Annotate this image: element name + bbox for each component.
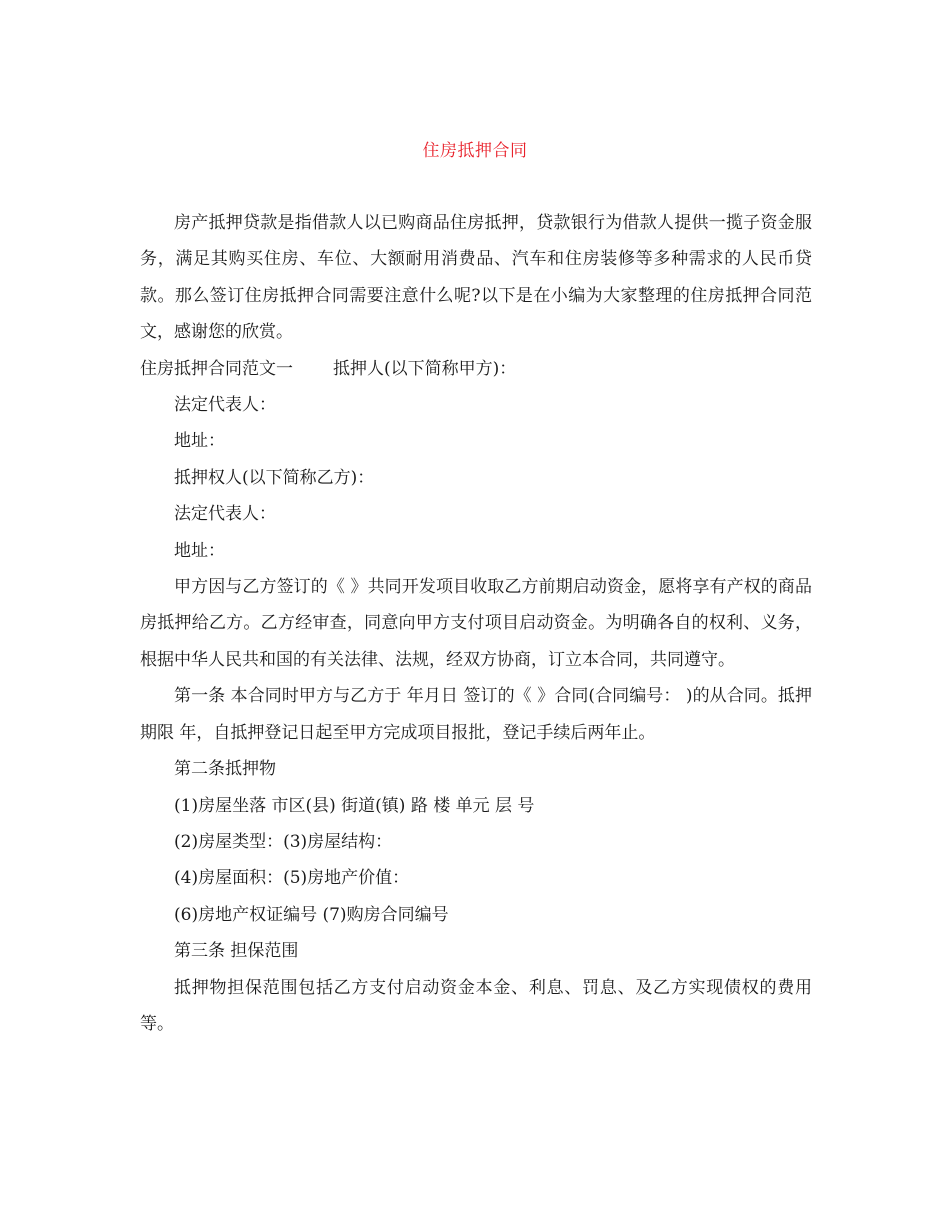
party-a-address: 地址： <box>174 431 225 452</box>
party-a-label: 抵押人(以下简称甲方)： <box>333 358 517 379</box>
article-3-title: 第三条 担保范围 <box>174 941 299 962</box>
article-1: 第一条 本合同时甲方与乙方于 年月日 签订的《 》合同(合同编号： )的从合同。抵押期限 年，自抵押登记日起至甲方完成项目报批，登记手续后两年止。 <box>140 686 812 743</box>
document-body <box>140 205 812 1042</box>
party-b-label: 抵押权人(以下简称乙方)： <box>174 467 375 488</box>
article-2-title: 第二条抵押物 <box>174 759 276 780</box>
document-title: 住房抵押合同 <box>422 141 528 161</box>
party-a-representative: 法定代表人： <box>174 395 276 416</box>
party-b-representative: 法定代表人： <box>174 504 276 525</box>
party-b-address: 地址： <box>174 540 225 561</box>
sample-heading-line <box>140 351 812 387</box>
intro-paragraph: 房产抵押贷款是指借款人以已购商品住房抵押，贷款银行为借款人提供一揽子资金服务，满足其购买住房、车位、大额耐用消费品、汽车和住房装修等多种需求的人民币贷款。那么签订住房抵押合同需要注意什么呢?以下是在小编为大家整理的住房抵押合同范文，感谢您的欣赏。 <box>140 213 812 343</box>
preamble-paragraph: 甲方因与乙方签订的《 》共同开发项目收取乙方前期启动资金，愿将享有产权的商品房抵押给乙方。乙方经审查，同意向甲方支付项目启动资金。为明确各自的权利、义务，根据中华人民共和国的有关法律、法规，经双方协商，订立本合同，共同遵守。 <box>140 577 812 670</box>
sample-heading: 住房抵押合同范文一 <box>140 358 293 379</box>
article-3-body: 抵押物担保范围包括乙方支付启动资金本金、利息、罚息、及乙方实现债权的费用等。 <box>140 977 812 1034</box>
article-2-item-4-5: (4)房屋面积：(5)房地产价值： <box>174 868 410 889</box>
article-2-item-6-7: (6)房地产权证编号 (7)购房合同编号 <box>174 904 449 925</box>
article-2-item-1: (1)房屋坐落 市区(县) 街道(镇) 路 楼 单元 层 号 <box>174 795 535 816</box>
article-2-item-2-3: (2)房屋类型：(3)房屋结构： <box>174 831 393 852</box>
